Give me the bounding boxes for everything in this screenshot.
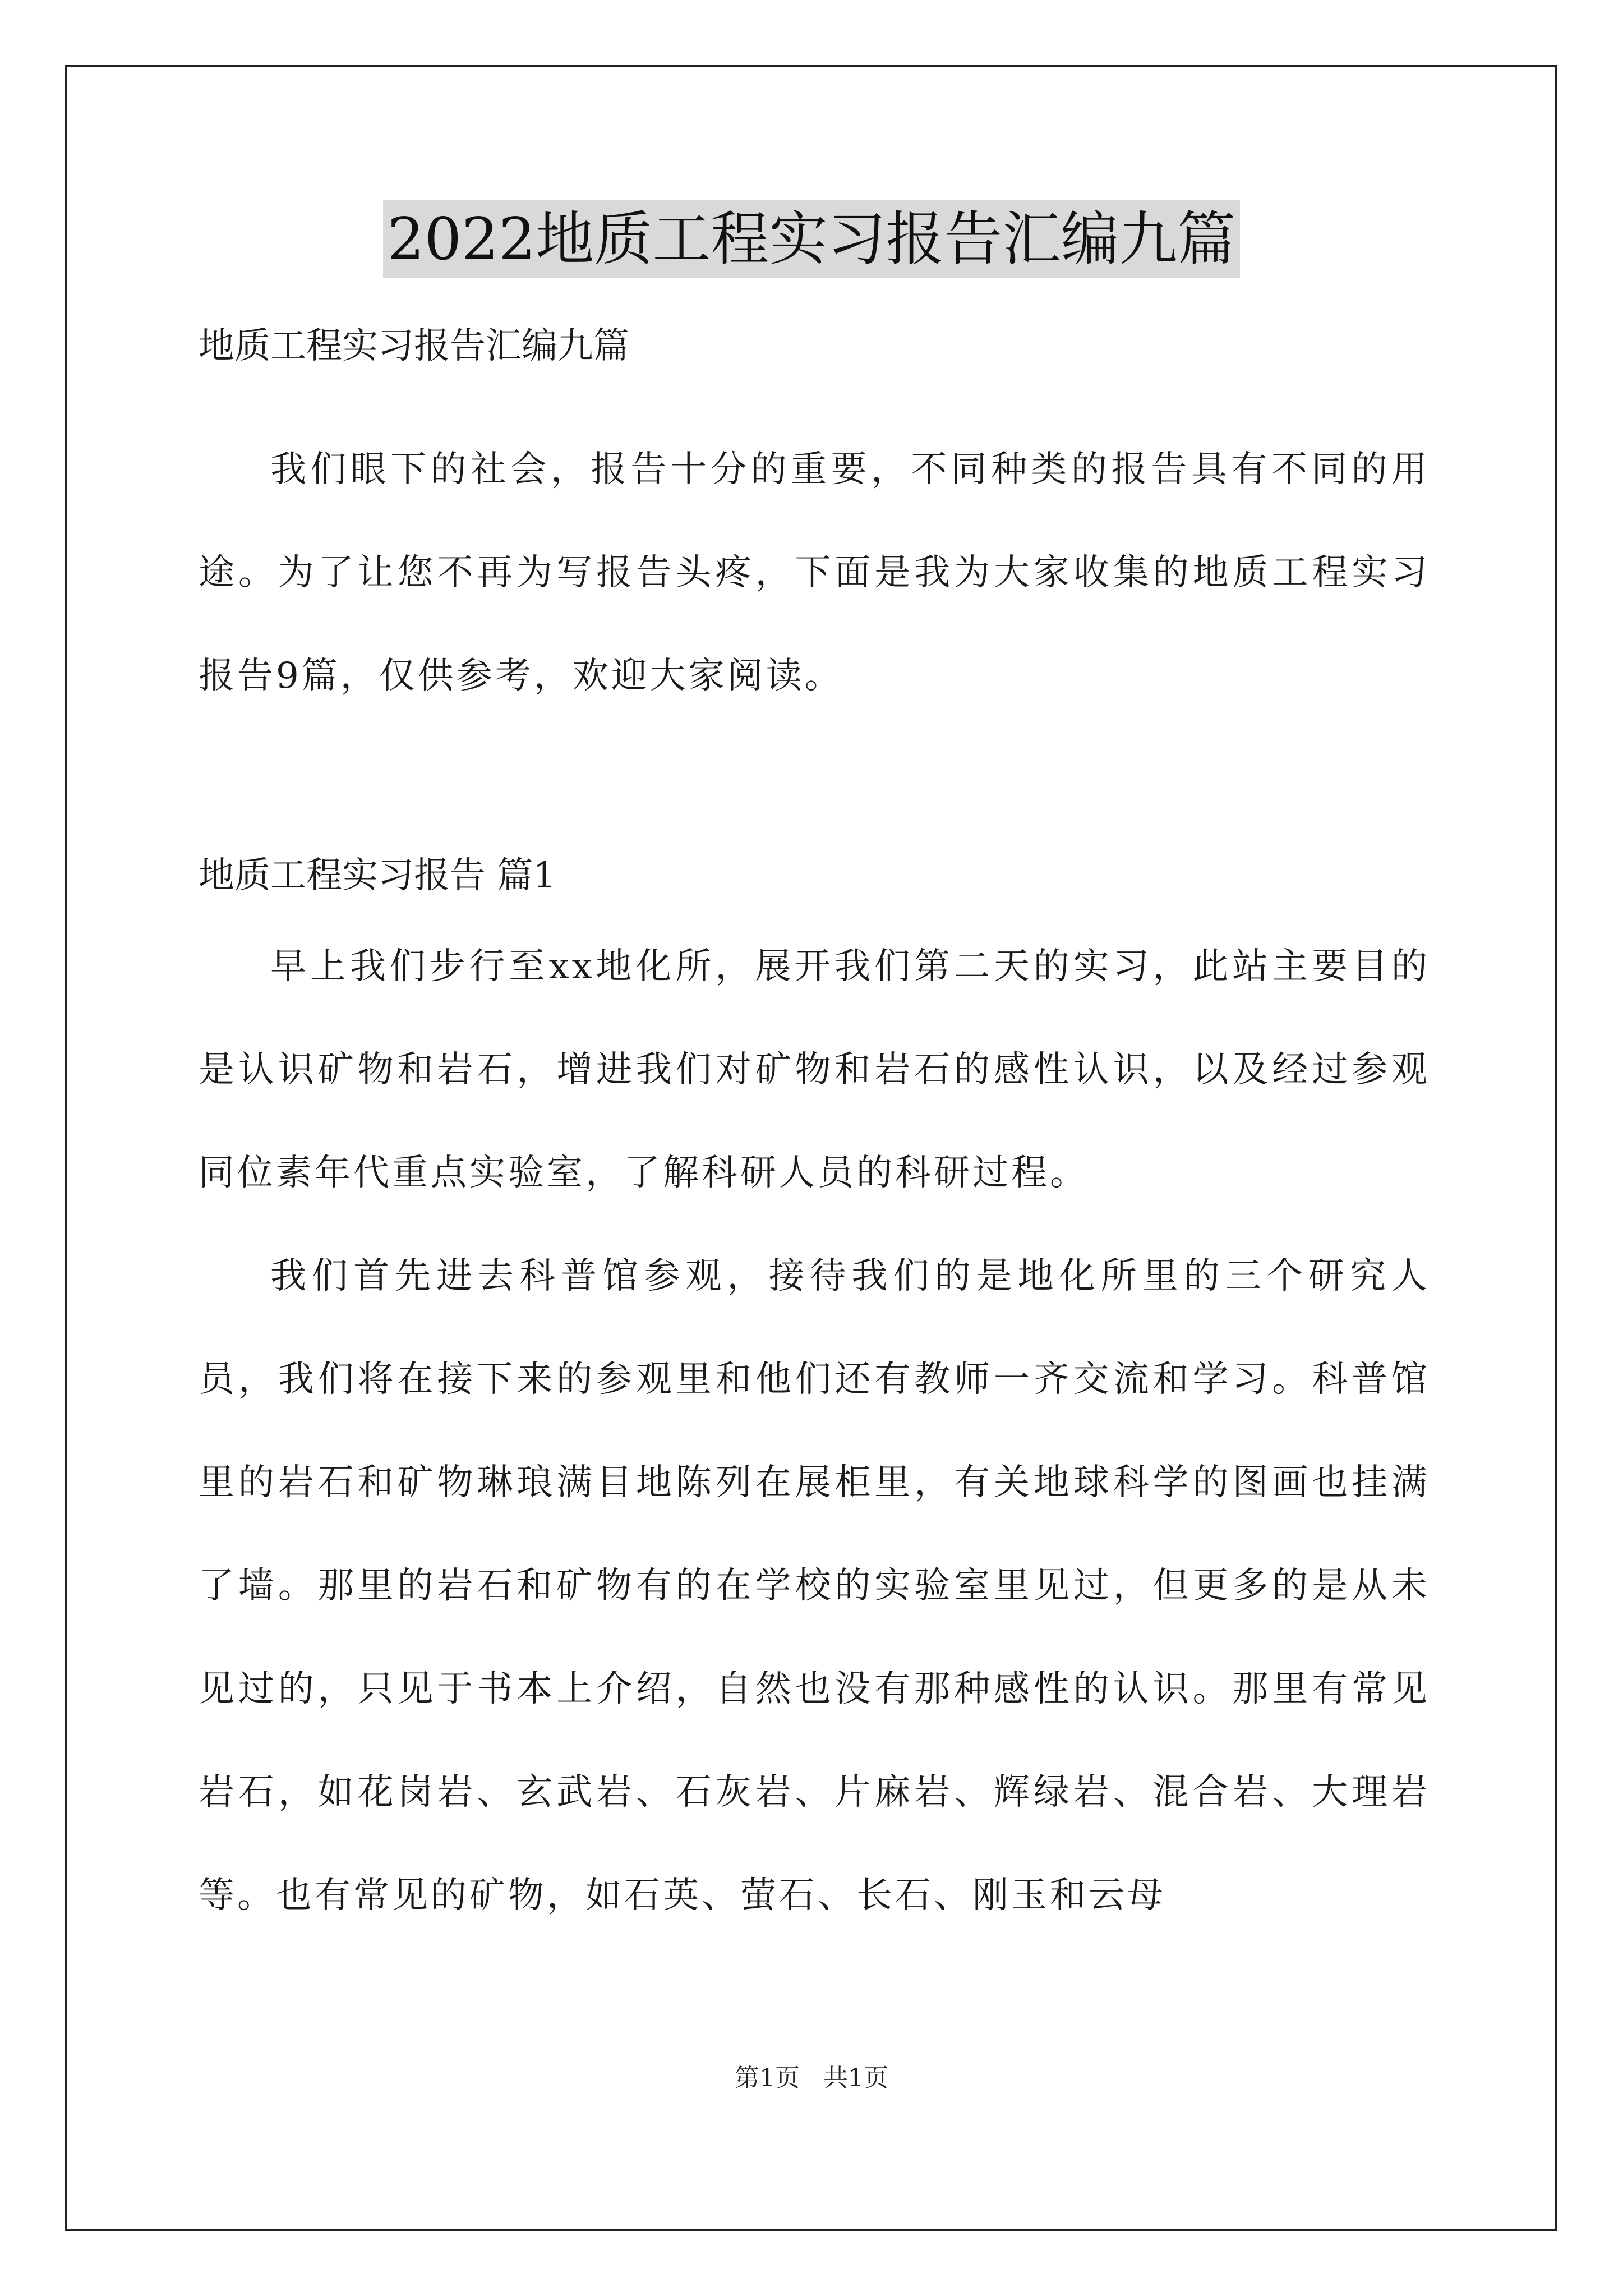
document-subtitle: 地质工程实习报告汇编九篇 — [199, 325, 629, 367]
body-paragraph: 我们首先进去科普馆参观，接待我们的是地化所里的三个研究人员，我们将在接下来的参观里和他们还有教师一齐交流和学习。科普馆里的岩石和矿物琳琅满目地陈列在展柜里，有关地球科学的图画也挂满了墙。那里的岩石和矿物有的在学校的实验室里见过，但更多的是从未见过的，只见于书本上介绍，自然也没有那种感性的认识。那里有常见岩石，如花岗岩、玄武岩、石灰岩、片麻岩、辉绿岩、混合岩、大理岩等。也有常见的矿物，如石英、萤石、长石、刚玉和云母 — [199, 1255, 1430, 1916]
spacer — [199, 382, 1430, 418]
intro-paragraph: 我们眼下的社会，报告十分的重要，不同种类的报告具有不同的用途。为了让您不再为写报告头疼，下面是我为大家收集的地质工程实习报告9篇，仅供参考，欢迎大家阅读。 — [199, 449, 1430, 697]
page-footer: 第1页 共1页 — [735, 2064, 888, 2092]
document-body — [199, 310, 1430, 1947]
body-paragraph: 早上我们步行至xx地化所，展开我们第二天的实习，此站主要目的是认识矿物和岩石，增进我们对矿物和岩石的感性认识，以及经过参观同位素年代重点实验室，了解科研人员的科研过程。 — [199, 946, 1430, 1194]
spacer — [199, 728, 1430, 840]
document-title: 2022地质工程实习报告汇编九篇 — [383, 200, 1241, 278]
title-container — [0, 200, 1623, 278]
section-heading: 地质工程实习报告 篇1 — [199, 855, 556, 896]
